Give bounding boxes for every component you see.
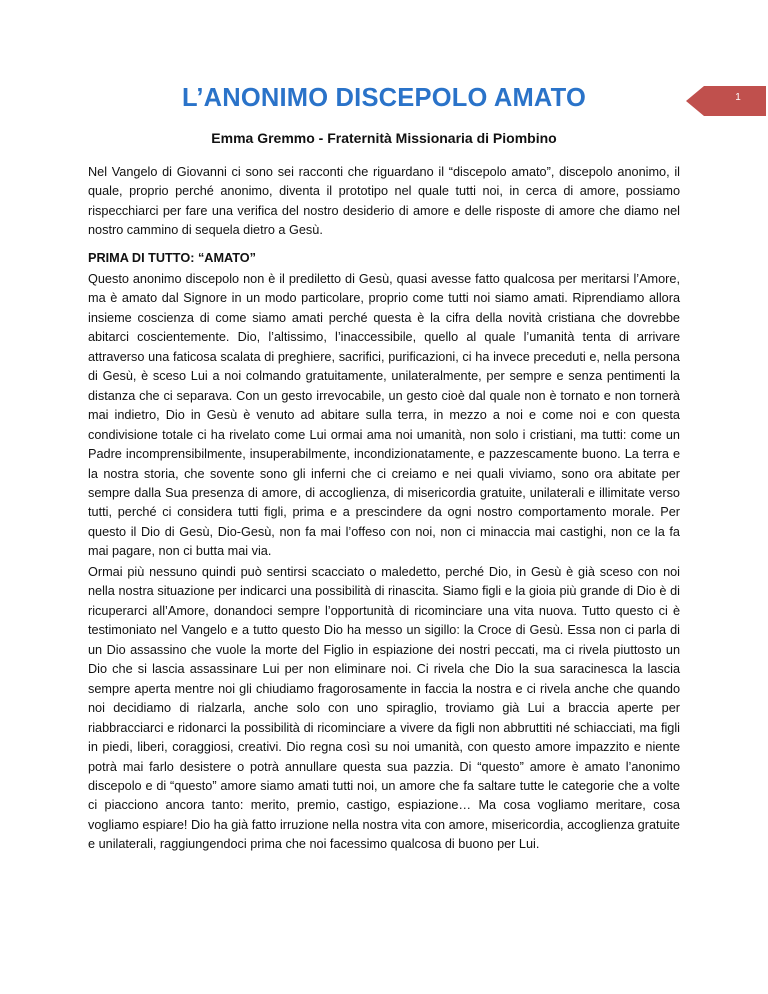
- document-subtitle: Emma Gremmo - Fraternità Missionaria di Piombino: [211, 130, 557, 146]
- page-number: 1: [735, 92, 741, 103]
- document-title: L’ANONIMO DISCEPOLO AMATO: [181, 84, 587, 112]
- body-paragraph-2: Ormai più nessuno quindi può sentirsi scacciato o maledetto, perché Dio, in Gesù è già sceso con noi nella nostra situazione per indicarci una possibilità di rinascita. Siamo figli e la gioia più grande di Dio è di ricuperarci all’Amore, donandoci sempre l’opportunità di ricominciare una vita nuova. Tutto questo ci è testimoniato nel Vangelo e a tutto questo Dio ha messo un sigillo: la Croce di Gesù. Essa non ci parla di un Dio assassino che vuole la morte del Figlio in espiazione dei nostri peccati, ma ci rivela piuttosto un Dio che si lascia assassinare Lui per non eliminare noi. Ci rivela che Dio la sua saracinesca la lascia sempre aperta mentre noi gli chiudiamo fragorosamente in faccia la nostra e ci rivela anche che quando noi decidiamo di rialzarla, anche solo con uno spiraglio, troviamo già Lui a braccia aperte per riabbracciarci e ridonarci la possibilità di ricominciare a vivere da figli non abbruttiti né schiacciati, ma figli in piedi, liberi, coraggiosi, creativi. Dio regna così su noi umanità, con questo amore impazzito e niente potrà mai farlo desistere o potrà annullare questa sua pazzia. Di “questo” amore è amato l’anonimo discepolo e di “questo” amore siamo amati tutti noi, un amore che fa saltare tutte le categorie che a volte ci piacciono ancora tanto: merito, premio, castigo, espiazione… Ma cosa vogliamo meritare, cosa vogliamo espiare! Dio ha già fatto irruzione nella nostra vita con amore, misericordia, accoglienza gratuite e unilaterali, raggiungendoci prima che noi facessimo qualcosa di buono per Lui.: [88, 565, 680, 852]
- intro-paragraph: Nel Vangelo di Giovanni ci sono sei racconti che riguardano il “discepolo amato”, discepolo anonimo, il quale, proprio perché anonimo, diventa il prototipo nel quale tutti noi, in cerca di amore, possiamo rispecchiarci per fare una verifica del nostro desiderio di amore e delle risposte di amore che diamo nel nostro cammino di sequela dietro a Gesù.: [88, 165, 680, 238]
- body-paragraph-1: Questo anonimo discepolo non è il prediletto di Gesù, quasi avesse fatto qualcosa per meritarsi l’Amore, ma è amato dal Signore in un modo particolare, proprio come tutti noi siamo amati. Riprendiamo allora insieme coscienza di come siamo amati perché questa è la cifra della novità cristiana che dovrebbe abitarci coscientemente. Dio, l’altissimo, l’inaccessibile, quello al quale l’umanità tenta di arrivare attraverso una faticosa scalata di preghiere, sacrifici, purificazioni, ci ha invece preceduti e, nella persona di Gesù, è sceso Lui a noi colmando gratuitamente, unilateralmente, per sempre e senza pentimenti la distanza che ci separava. Con un gesto irrevocabile, un gesto cioè dal quale non è tornato e non tornerà mai indietro, Dio in Gesù è venuto ad abitare sulla terra, in mezzo a noi e come noi e con questa condivisione totale ci ha rivelato come Lui ormai ama noi umanità, non solo i cristiani, ma tutti: come un Padre incomprensibilmente, insuperabilmente, incondizionatamente, e pazzescamente buono. La terra e la nostra storia, che sovente sono gli inferni che ci creiamo e nei quali viviamo, sono ora abitate per sempre dalla Sua presenza di amore, di accoglienza, di misericordia gratuite, unilaterali e illimitate verso tutti, perché ci considera tutti figli, prima e a prescindere da ogni nostro comportamento morale. Per questo il Dio di Gesù, Dio-Gesù, non fa mai l’offeso con noi, non ci minaccia mai castighi, non ce la fa mai pagare, non ci butta mai via.: [88, 272, 680, 559]
- section-heading: PRIMA DI TUTTO: “AMATO”: [88, 251, 256, 265]
